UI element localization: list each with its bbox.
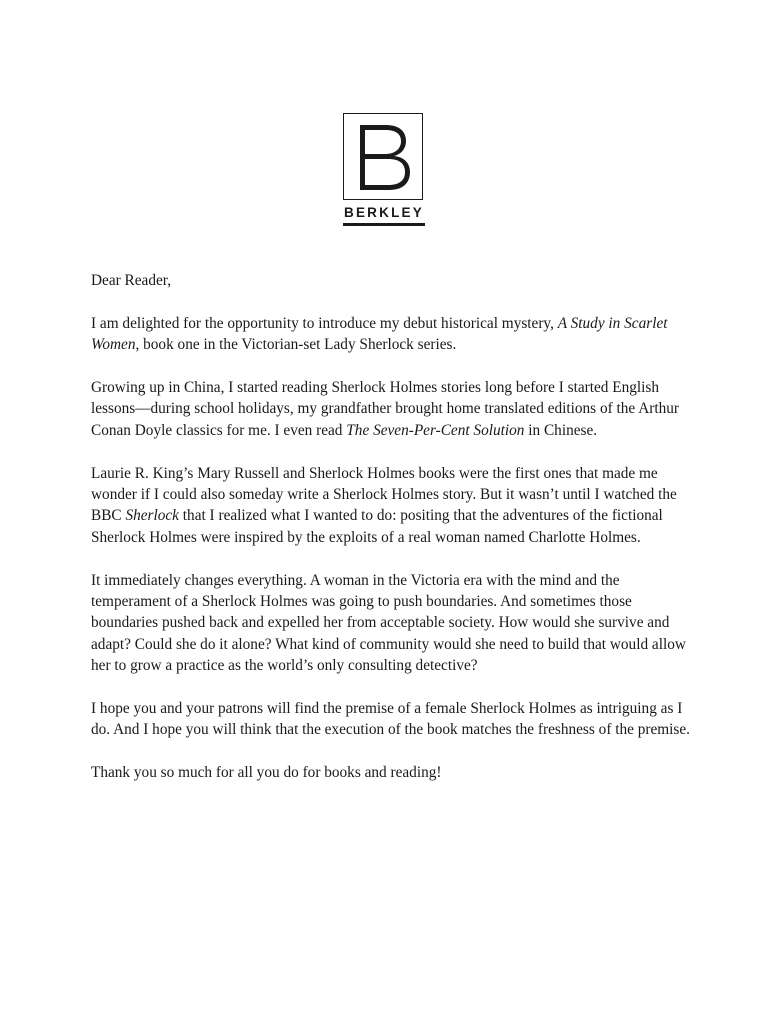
logo-underline <box>343 223 425 226</box>
paragraph-inspiration <box>91 463 691 549</box>
logo-wordmark: BERKLEY <box>344 205 424 220</box>
paragraph-text: that I realized what I wanted to do: positing that the adventures of the fictional Sherlock Holmes were inspired by the exploits of a real woman named Charlotte Holmes. <box>91 507 663 546</box>
paragraph-premise: It immediately changes everything. A woman in the Victoria era with the mind and the temperament of a Sherlock Holmes was going to push boundaries. And sometimes those boundaries pushed back and expelled her from acceptable society. How would she survive and adapt? Could she do it alone? What kind of community would she need to build that would allow her to grow a practice as the world’s only consulting detective? <box>91 571 686 675</box>
paragraph-thanks: Thank you so much for all you do for books and reading! <box>91 764 442 782</box>
salutation: Dear Reader, <box>91 272 172 289</box>
paragraph-intro <box>91 313 691 356</box>
book-title: A Study in Scarlet Women <box>91 314 668 354</box>
show-title: Sherlock <box>125 507 179 525</box>
paragraph-text: Laurie R. King’s Mary Russell and Sherlock Holmes books were the first ones that made me wonder if I could also someday write a Sherlock Holmes story. But it wasn’t until I watched the BBC <box>91 464 677 525</box>
paragraph-text: , book one in the Victorian-set Lady Sherlock series. <box>135 336 457 354</box>
paragraph-childhood <box>91 377 691 441</box>
berkley-logo <box>343 113 425 228</box>
logo-box <box>343 113 423 200</box>
book-title: The Seven-Per-Cent Solution <box>346 421 525 439</box>
paragraph-hope: I hope you and your patrons will find the premise of a female Sherlock Holmes as intriguing as I do. And I hope you will think that the execution of the book matches the freshness of the premise. <box>91 700 690 739</box>
paragraph-text: in Chinese. <box>524 421 598 439</box>
logo-b-glyph <box>344 114 424 201</box>
paragraph-text: Growing up in China, I started reading Sherlock Holmes stories long before I started English lessons—during school holidays, my grandfather brought home translated editions of the Arthur Conan Doyle classics for me. I even read <box>91 379 679 439</box>
letter-body <box>91 270 691 805</box>
paragraph-text: I am delighted for the opportunity to introduce my debut historical mystery, <box>91 314 558 332</box>
